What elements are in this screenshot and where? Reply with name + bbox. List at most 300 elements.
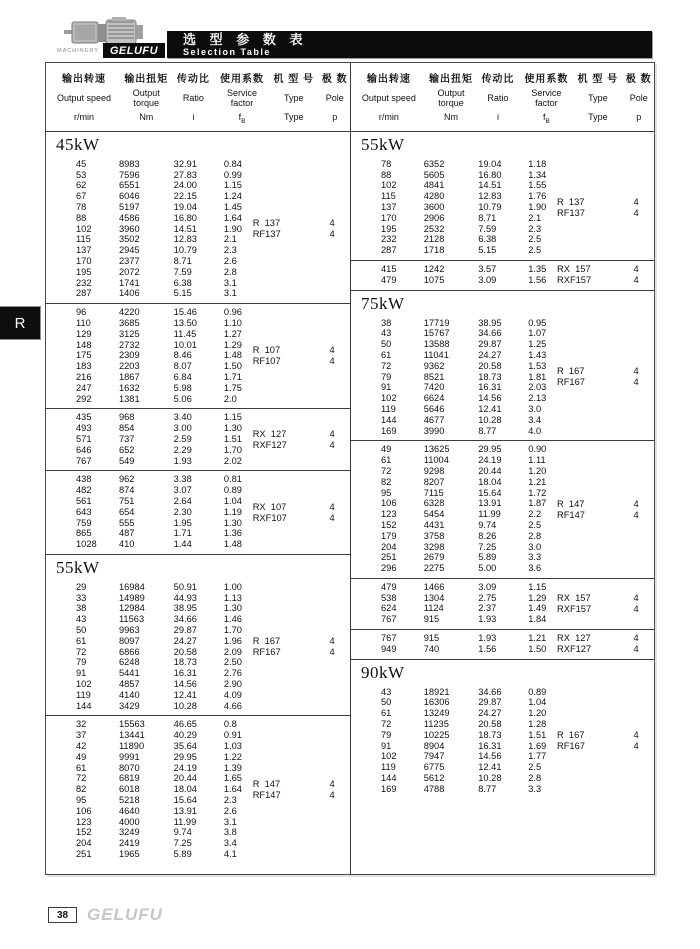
cell-torque: 1632 <box>118 382 140 393</box>
cell-service-factor: 3.4 <box>223 838 237 849</box>
cell-ratio: 29.87 <box>173 625 197 636</box>
cell-service-factor: 2.8 <box>528 530 542 541</box>
cell-speed: 102 <box>381 393 397 404</box>
pole-value: 4 <box>633 275 639 286</box>
cell-ratio: 8.71 <box>478 212 497 223</box>
column-header <box>46 63 350 132</box>
cell-speed: 144 <box>76 700 92 711</box>
table-row <box>351 393 654 404</box>
cell-ratio: 1.44 <box>173 539 192 550</box>
cell-torque: 1406 <box>118 288 140 299</box>
cell-service-factor: 3.1 <box>223 288 237 299</box>
cell-ratio: 18.04 <box>173 784 197 795</box>
cell-torque: 1242 <box>423 263 445 274</box>
cell-torque: 3960 <box>118 223 140 234</box>
table-row <box>351 426 654 437</box>
pole-value: 4 <box>633 366 639 377</box>
rating-group <box>46 715 350 863</box>
cell-speed: 119 <box>76 689 91 700</box>
page-footer <box>48 905 163 925</box>
header-unit-output-speed: r/min <box>74 112 94 122</box>
cell-ratio: 1.95 <box>173 517 192 528</box>
cell-speed: 96 <box>76 307 87 318</box>
pole-value: 4 <box>633 509 639 520</box>
type-pole-block <box>253 345 344 367</box>
table-row <box>351 582 654 593</box>
cell-speed: 493 <box>76 423 92 434</box>
type-pole-line <box>253 218 344 229</box>
pole-value: 4 <box>633 633 639 644</box>
table-row <box>46 593 350 604</box>
cell-torque: 962 <box>118 474 135 485</box>
table-body <box>351 132 654 874</box>
selection-table <box>45 62 655 875</box>
type-pole-line <box>253 429 344 440</box>
cell-ratio: 34.66 <box>478 686 502 697</box>
cell-ratio: 20.58 <box>173 646 197 657</box>
cell-speed: 538 <box>381 592 397 603</box>
cell-service-factor: 2.5 <box>528 234 542 245</box>
cell-speed: 78 <box>76 201 87 212</box>
table-row <box>46 668 350 679</box>
cell-service-factor: 1.90 <box>528 201 547 212</box>
cell-torque: 1124 <box>423 603 444 614</box>
cell-speed: 479 <box>381 274 397 285</box>
header-unit-pole: p <box>636 112 642 122</box>
cell-ratio: 24.00 <box>173 180 197 191</box>
cell-speed: 287 <box>381 245 397 256</box>
type-pole-line <box>557 730 648 741</box>
cell-ratio: 8.77 <box>478 425 497 436</box>
cell-service-factor: 2.76 <box>223 668 242 679</box>
table-row <box>46 288 350 299</box>
table-row <box>351 318 654 329</box>
header-unit-type: Type <box>283 112 304 122</box>
header-zh-service-factor: 使用系数 <box>524 74 569 85</box>
cell-ratio: 14.56 <box>478 751 502 762</box>
cell-torque: 11041 <box>423 349 449 360</box>
type-pole-line <box>557 377 648 388</box>
cell-speed: 102 <box>76 679 92 690</box>
cell-service-factor: 2.5 <box>528 519 542 530</box>
cell-ratio: 7.59 <box>478 223 497 234</box>
cell-torque: 1075 <box>423 274 445 285</box>
cell-speed: 438 <box>76 474 92 485</box>
table-row <box>351 328 654 339</box>
machinery-label: MACHINERY <box>57 48 99 54</box>
page-title-zh: 选 型 参 数 表 <box>183 32 308 47</box>
cell-ratio: 3.40 <box>173 412 192 423</box>
cell-speed: 415 <box>381 263 397 274</box>
table-body <box>46 132 350 874</box>
cell-service-factor: 1.29 <box>528 592 547 603</box>
header-zh-output-speed: 输出转速 <box>62 74 106 85</box>
cell-ratio: 16.31 <box>478 740 502 751</box>
type-pole-line <box>557 510 648 521</box>
cell-service-factor: 1.27 <box>223 328 242 339</box>
pole-value: 4 <box>329 428 335 439</box>
pole-value: 4 <box>329 229 335 240</box>
type-label: R 147 <box>252 779 281 790</box>
cell-torque: 3298 <box>423 541 445 552</box>
cell-service-factor: 1.70 <box>223 625 242 636</box>
cell-speed: 110 <box>76 317 91 328</box>
cell-service-factor: 1.30 <box>223 423 242 434</box>
cell-torque: 9298 <box>423 465 445 476</box>
table-row <box>46 456 350 467</box>
type-label: RF147 <box>252 790 281 801</box>
cell-service-factor: 1.90 <box>223 223 242 234</box>
cell-speed: 91 <box>381 382 392 393</box>
cell-torque: 13625 <box>423 444 450 455</box>
cell-speed: 61 <box>381 708 392 719</box>
table-row <box>46 485 350 496</box>
type-label: R 167 <box>557 366 585 377</box>
cell-speed: 195 <box>381 223 397 234</box>
table-row <box>46 329 350 340</box>
cell-ratio: 14.51 <box>478 180 502 191</box>
cell-torque: 8904 <box>423 740 445 751</box>
type-label: RX 127 <box>557 633 591 644</box>
cell-ratio: 29.87 <box>478 339 502 350</box>
cell-torque: 10225 <box>423 729 450 740</box>
cell-service-factor: 1.77 <box>528 751 547 762</box>
rating-group <box>351 440 654 578</box>
cell-torque: 1304 <box>423 592 445 603</box>
cell-speed: 95 <box>381 487 392 498</box>
cell-ratio: 3.09 <box>478 581 497 592</box>
cell-ratio: 5.89 <box>478 552 497 563</box>
type-label: RX 107 <box>252 501 287 512</box>
cell-ratio: 50.91 <box>173 581 197 592</box>
type-label: RXF107 <box>252 512 287 523</box>
cell-torque: 11004 <box>423 455 449 466</box>
cell-service-factor: 1.75 <box>223 382 242 393</box>
table-row <box>46 318 350 329</box>
cell-speed: 1028 <box>76 539 97 550</box>
cell-torque: 16306 <box>423 697 450 708</box>
cell-torque: 16984 <box>118 581 145 592</box>
cell-speed: 61 <box>76 635 87 646</box>
cell-speed: 61 <box>76 762 87 773</box>
type-pole-line <box>253 502 344 513</box>
header-zh-service-factor: 使用系数 <box>220 74 265 85</box>
pole-value: 4 <box>329 779 335 790</box>
cell-torque: 3502 <box>118 234 140 245</box>
cell-speed: 123 <box>76 816 92 827</box>
cell-torque: 5646 <box>423 403 445 414</box>
pole-value: 4 <box>329 501 335 512</box>
cell-torque: 7947 <box>423 751 445 762</box>
type-label: RXF127 <box>252 439 287 450</box>
table-row <box>351 614 654 625</box>
cell-torque: 5441 <box>118 668 140 679</box>
type-pole-line <box>557 604 648 615</box>
cell-ratio: 32.91 <box>173 158 197 169</box>
type-pole-block <box>253 218 344 240</box>
cell-service-factor: 1.10 <box>223 317 242 328</box>
cell-service-factor: 1.71 <box>223 371 242 382</box>
cell-torque: 2128 <box>423 234 445 245</box>
type-pole-line <box>253 356 344 367</box>
cell-ratio: 5.15 <box>173 288 192 299</box>
cell-ratio: 27.83 <box>173 169 197 180</box>
cell-ratio: 10.79 <box>173 245 197 256</box>
pole-value: 4 <box>633 196 639 207</box>
type-pole-block <box>557 730 648 752</box>
table-row <box>46 412 350 423</box>
cell-torque: 6866 <box>118 646 140 657</box>
type-label: RF107 <box>252 356 281 367</box>
table-row <box>46 838 350 849</box>
cell-torque: 652 <box>118 444 135 455</box>
cell-ratio: 2.59 <box>173 433 192 444</box>
cell-torque: 549 <box>118 455 135 466</box>
cell-torque: 654 <box>118 506 135 517</box>
type-pole-block <box>557 366 648 388</box>
table-row <box>46 528 350 539</box>
cell-torque: 5612 <box>423 773 445 784</box>
cell-speed: 95 <box>76 795 87 806</box>
cell-service-factor: 1.25 <box>528 339 547 350</box>
header-en-service-factor: Service factor <box>531 88 562 108</box>
cell-torque: 2945 <box>118 245 140 256</box>
table-row <box>46 191 350 202</box>
cell-ratio: 18.73 <box>173 657 197 668</box>
type-pole-line <box>253 440 344 451</box>
cell-speed: 251 <box>76 849 92 860</box>
cell-speed: 50 <box>381 697 392 708</box>
cell-speed: 643 <box>76 506 92 517</box>
table-row <box>46 202 350 213</box>
cell-torque: 874 <box>118 485 135 496</box>
cell-speed: 137 <box>76 245 92 256</box>
cell-ratio: 16.31 <box>173 668 197 679</box>
table-row <box>46 827 350 838</box>
cell-speed: 38 <box>381 317 392 328</box>
table-row <box>351 542 654 553</box>
cell-service-factor: 1.96 <box>223 635 242 646</box>
cell-speed: 50 <box>381 339 392 350</box>
table-row <box>46 180 350 191</box>
cell-speed: 33 <box>76 592 87 603</box>
table-row <box>351 444 654 455</box>
cell-service-factor: 1.43 <box>528 349 547 360</box>
cell-speed: 79 <box>381 371 392 382</box>
cell-service-factor: 0.89 <box>528 686 547 697</box>
cell-service-factor: 1.49 <box>528 603 547 614</box>
type-label: RX 127 <box>252 428 287 439</box>
cell-speed: 767 <box>381 614 397 625</box>
type-pole-line <box>557 197 648 208</box>
cell-service-factor: 1.48 <box>223 350 242 361</box>
pole-value: 4 <box>329 636 335 647</box>
cell-ratio: 18.73 <box>478 729 502 740</box>
cell-ratio: 2.75 <box>478 592 497 603</box>
cell-ratio: 15.46 <box>173 307 197 318</box>
cell-ratio: 34.66 <box>173 614 197 625</box>
cell-ratio: 15.64 <box>173 795 197 806</box>
cell-service-factor: 1.11 <box>528 455 546 466</box>
cell-speed: 759 <box>76 517 92 528</box>
header-en-output-torque: Output torque <box>132 88 160 108</box>
cell-torque: 410 <box>118 539 135 550</box>
cell-torque: 5454 <box>423 509 445 520</box>
cell-torque: 2906 <box>423 212 445 223</box>
type-pole-line <box>557 208 648 219</box>
cell-speed: 67 <box>76 191 87 202</box>
cell-speed: 865 <box>76 528 92 539</box>
cell-speed: 49 <box>381 444 392 455</box>
cell-service-factor: 1.04 <box>528 697 547 708</box>
cell-ratio: 14.51 <box>173 223 197 234</box>
cell-ratio: 16.80 <box>173 212 197 223</box>
rating-group <box>46 156 350 303</box>
cell-ratio: 20.44 <box>478 465 502 476</box>
type-label: RXF127 <box>557 644 592 655</box>
cell-ratio: 7.25 <box>478 541 497 552</box>
cell-service-factor: 2.09 <box>223 646 242 657</box>
cell-service-factor: 1.03 <box>223 741 242 752</box>
cell-service-factor: 2.0 <box>223 393 237 404</box>
cell-service-factor: 3.0 <box>528 403 542 414</box>
table-row <box>351 719 654 730</box>
header-zh-ratio: 传动比 <box>176 74 210 85</box>
type-label: RF137 <box>557 207 585 218</box>
cell-ratio: 2.29 <box>173 444 192 455</box>
cell-ratio: 11.99 <box>173 816 197 827</box>
cell-ratio: 8.77 <box>478 783 497 794</box>
cell-service-factor: 0.8 <box>223 719 237 730</box>
cell-torque: 4431 <box>423 519 445 530</box>
cell-torque: 915 <box>423 614 440 625</box>
cell-speed: 479 <box>381 581 397 592</box>
table-row <box>351 224 654 235</box>
cell-service-factor: 1.76 <box>528 191 547 202</box>
cell-speed: 624 <box>381 603 397 614</box>
header-zh-output-speed: 输出转速 <box>366 74 411 85</box>
cell-torque: 5605 <box>423 169 445 180</box>
cell-ratio: 16.80 <box>478 169 502 180</box>
cell-torque: 2732 <box>118 339 140 350</box>
header-en-ratio: Ratio <box>182 92 204 103</box>
cell-speed: 571 <box>76 433 92 444</box>
cell-torque: 4788 <box>423 783 445 794</box>
cell-speed: 115 <box>76 234 91 245</box>
cell-speed: 482 <box>76 485 92 496</box>
table-row <box>351 455 654 466</box>
section-title: 55kW <box>46 554 350 579</box>
cell-speed: 292 <box>76 393 92 404</box>
cell-torque: 1965 <box>118 849 140 860</box>
cell-service-factor: 2.5 <box>528 245 542 256</box>
cell-service-factor: 1.81 <box>528 371 547 382</box>
table-row <box>351 415 654 426</box>
page-header <box>45 12 655 60</box>
cell-speed: 61 <box>381 455 392 466</box>
cell-ratio: 19.04 <box>173 201 197 212</box>
cell-torque: 14989 <box>118 592 145 603</box>
cell-torque: 15767 <box>423 328 450 339</box>
cell-speed: 204 <box>381 541 397 552</box>
table-row <box>46 267 350 278</box>
cell-ratio: 11.99 <box>478 509 501 520</box>
cell-speed: 45 <box>76 158 87 169</box>
cell-speed: 119 <box>381 762 396 773</box>
pole-value: 4 <box>329 512 335 523</box>
rating-group <box>46 408 350 470</box>
header-unit-type: Type <box>588 112 608 122</box>
cell-service-factor: 2.6 <box>223 805 237 816</box>
cell-service-factor: 1.51 <box>223 433 242 444</box>
header-unit-service-factor: $f_B$ <box>238 112 246 125</box>
cell-ratio: 18.04 <box>478 476 502 487</box>
cell-ratio: 29.87 <box>478 697 502 708</box>
header-en-output-speed: Output speed <box>56 92 112 103</box>
cell-torque: 11890 <box>118 741 145 752</box>
cell-service-factor: 2.50 <box>223 657 242 668</box>
cell-torque: 6819 <box>118 773 140 784</box>
table-row <box>46 806 350 817</box>
cell-speed: 137 <box>381 201 397 212</box>
type-pole-line <box>253 513 344 524</box>
cell-ratio: 44.93 <box>173 592 197 603</box>
cell-service-factor: 2.2 <box>528 509 542 520</box>
cell-speed: 72 <box>381 719 392 730</box>
table-row <box>46 614 350 625</box>
cell-speed: 767 <box>381 633 397 644</box>
cell-ratio: 7.25 <box>173 838 192 849</box>
header-row-en <box>46 89 350 108</box>
type-pole-block <box>557 499 648 521</box>
cell-speed: 106 <box>76 805 92 816</box>
cell-speed: 115 <box>381 191 396 202</box>
pole-value: 4 <box>633 377 639 388</box>
type-label: R 137 <box>252 218 281 229</box>
cell-service-factor: 1.00 <box>223 581 242 592</box>
table-row <box>351 784 654 795</box>
cell-torque: 915 <box>423 633 440 644</box>
cell-speed: 42 <box>76 741 87 752</box>
cell-service-factor: 3.8 <box>223 827 237 838</box>
table-right-half <box>350 63 654 874</box>
pole-value: 4 <box>633 592 639 603</box>
pole-value: 4 <box>633 741 639 752</box>
cell-torque: 2377 <box>118 255 140 266</box>
table-row <box>351 687 654 698</box>
cell-ratio: 24.27 <box>478 708 502 719</box>
cell-ratio: 12.83 <box>173 234 197 245</box>
type-pole-line <box>253 647 344 658</box>
type-pole-line <box>557 275 648 286</box>
type-label: RXF157 <box>557 603 592 614</box>
table-row <box>46 719 350 730</box>
table-left-half <box>46 63 350 874</box>
cell-service-factor: 1.87 <box>528 498 547 509</box>
cell-speed: 50 <box>76 625 87 636</box>
cell-ratio: 3.09 <box>478 274 497 285</box>
cell-torque: 6624 <box>423 393 445 404</box>
table-row <box>46 245 350 256</box>
table-row <box>46 278 350 289</box>
table-row <box>46 690 350 701</box>
cell-torque: 737 <box>118 433 135 444</box>
type-pole-block <box>557 197 648 219</box>
cell-torque: 968 <box>118 412 135 423</box>
rating-group <box>351 578 654 629</box>
cell-speed: 144 <box>381 414 397 425</box>
title-banner <box>167 31 652 58</box>
